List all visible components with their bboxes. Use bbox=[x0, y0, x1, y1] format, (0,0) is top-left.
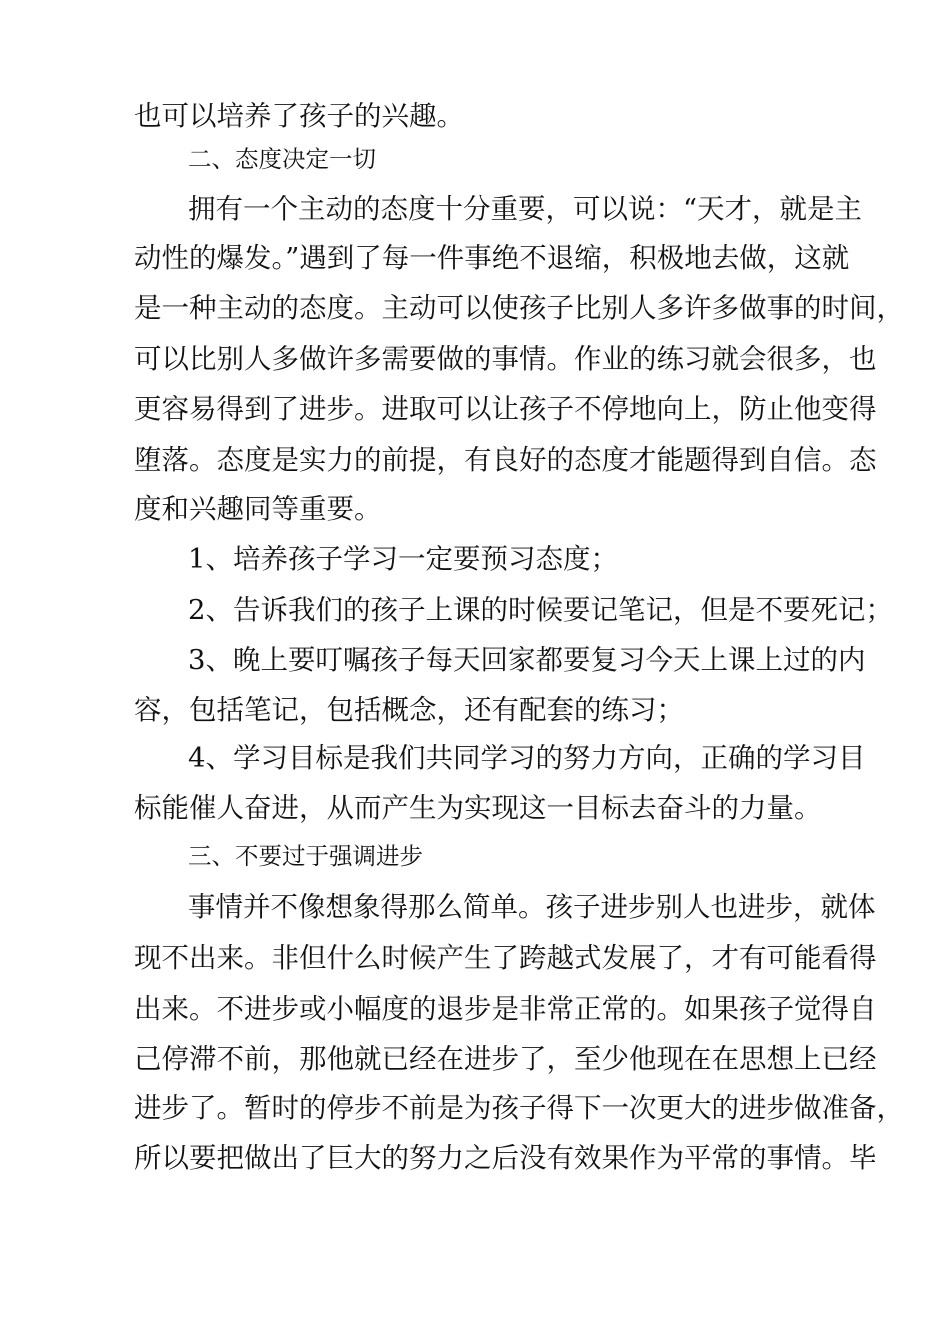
paragraph-line: 拥有一个主动的态度十分重要，可以说：“天才，就是主 bbox=[188, 193, 863, 225]
section-heading: 三、不要过于强调进步 bbox=[188, 842, 423, 870]
list-item-continuation: 标能催人奋进，从而产生为实现这一目标去奋斗的力量。 bbox=[134, 792, 822, 824]
paragraph-line: 出来。不进步或小幅度的退步是非常正常的。如果孩子觉得自 bbox=[134, 993, 877, 1025]
paragraph-line: 是一种主动的态度。主动可以使孩子比别人多许多做事的时间， bbox=[134, 292, 904, 324]
list-item: 1、培养孩子学习一定要预习态度； bbox=[188, 543, 618, 575]
list-item: 4、学习目标是我们共同学习的努力方向，正确的学习目 bbox=[188, 742, 866, 774]
paragraph-line: 进步了。暂时的停步不前是为孩子得下一次更大的进步做准备， bbox=[134, 1092, 904, 1124]
paragraph-line: 更容易得到了进步。进取可以让孩子不停地向上，防止他变得 bbox=[134, 393, 877, 425]
list-item-continuation: 容，包括笔记，包括概念，还有配套的练习； bbox=[134, 694, 684, 726]
list-item: 3、晚上要叮嘱孩子每天回家都要复习今天上课上过的内 bbox=[188, 644, 866, 676]
section-heading: 二、态度决定一切 bbox=[188, 145, 376, 173]
paragraph-line: 堕落。态度是实力的前提，有良好的态度才能题得到自信。态 bbox=[134, 444, 877, 476]
paragraph-line: 可以比别人多做许多需要做的事情。作业的练习就会很多，也 bbox=[134, 343, 877, 375]
paragraph-line: 也可以培养了孩子的兴趣。 bbox=[134, 100, 464, 132]
list-item: 2、告诉我们的孩子上课的时候要记笔记，但是不要死记； bbox=[188, 594, 893, 626]
paragraph-line: 动性的爆发。”遇到了每一件事绝不退缩，积极地去做，这就 bbox=[134, 242, 850, 274]
paragraph-line: 现不出来。非但什么时候产生了跨越式发展了，才有可能看得 bbox=[134, 942, 877, 974]
paragraph-line: 所以要把做出了巨大的努力之后没有效果作为平常的事情。毕 bbox=[134, 1142, 877, 1174]
paragraph-line: 度和兴趣同等重要。 bbox=[134, 493, 382, 525]
paragraph-line: 己停滞不前，那他就已经在进步了，至少他现在在思想上已经 bbox=[134, 1043, 877, 1075]
paragraph-line: 事情并不像想象得那么简单。孩子进步别人也进步，就体 bbox=[188, 891, 876, 923]
